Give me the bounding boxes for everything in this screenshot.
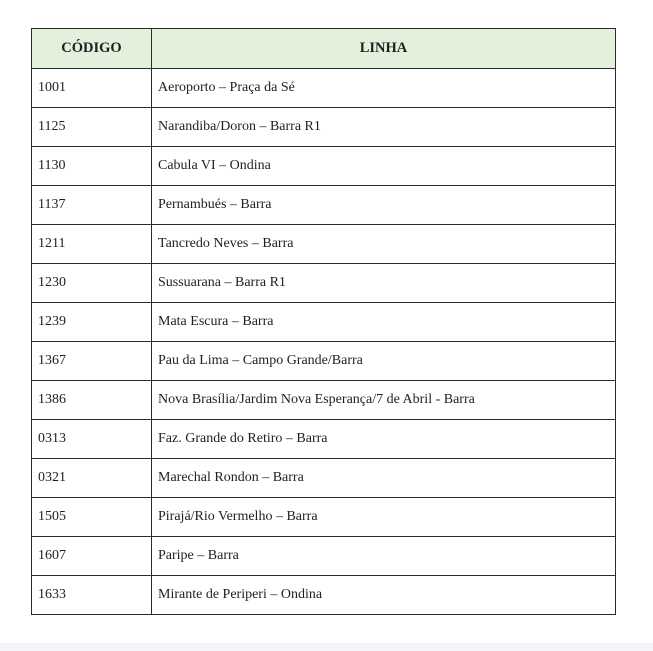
cell-line: Nova Brasília/Jardim Nova Esperança/7 de Abril - Barra <box>152 381 616 420</box>
cell-line: Tancredo Neves – Barra <box>152 225 616 264</box>
cell-line: Sussuarana – Barra R1 <box>152 264 616 303</box>
table-header-row <box>32 29 616 69</box>
cell-line: Paripe – Barra <box>152 537 616 576</box>
cell-line: Pau da Lima – Campo Grande/Barra <box>152 342 616 381</box>
table-row <box>32 69 616 108</box>
table-row <box>32 420 616 459</box>
table-row <box>32 381 616 420</box>
column-header-code: CÓDIGO <box>32 29 152 69</box>
cell-code: 1230 <box>32 264 152 303</box>
table-row <box>32 147 616 186</box>
table-row <box>32 303 616 342</box>
table-row <box>32 225 616 264</box>
cell-code: 1607 <box>32 537 152 576</box>
cell-code: 1130 <box>32 147 152 186</box>
bus-lines-table <box>31 28 616 615</box>
cell-code: 1633 <box>32 576 152 615</box>
table-row <box>32 108 616 147</box>
table-row <box>32 459 616 498</box>
column-header-line: LINHA <box>152 29 616 69</box>
cell-line: Cabula VI – Ondina <box>152 147 616 186</box>
page-bottom-band <box>0 643 653 651</box>
cell-code: 1125 <box>32 108 152 147</box>
cell-code: 1211 <box>32 225 152 264</box>
cell-line: Narandiba/Doron – Barra R1 <box>152 108 616 147</box>
cell-line: Aeroporto – Praça da Sé <box>152 69 616 108</box>
table-row <box>32 537 616 576</box>
cell-line: Pernambués – Barra <box>152 186 616 225</box>
cell-code: 1505 <box>32 498 152 537</box>
cell-code: 1001 <box>32 69 152 108</box>
cell-code: 1386 <box>32 381 152 420</box>
cell-code: 0321 <box>32 459 152 498</box>
cell-line: Mata Escura – Barra <box>152 303 616 342</box>
table-row <box>32 342 616 381</box>
table-row <box>32 576 616 615</box>
cell-line: Pirajá/Rio Vermelho – Barra <box>152 498 616 537</box>
table-row <box>32 498 616 537</box>
cell-line: Mirante de Periperi – Ondina <box>152 576 616 615</box>
cell-code: 1239 <box>32 303 152 342</box>
cell-code: 0313 <box>32 420 152 459</box>
cell-line: Faz. Grande do Retiro – Barra <box>152 420 616 459</box>
table-row <box>32 186 616 225</box>
table-row <box>32 264 616 303</box>
cell-code: 1137 <box>32 186 152 225</box>
cell-code: 1367 <box>32 342 152 381</box>
cell-line: Marechal Rondon – Barra <box>152 459 616 498</box>
